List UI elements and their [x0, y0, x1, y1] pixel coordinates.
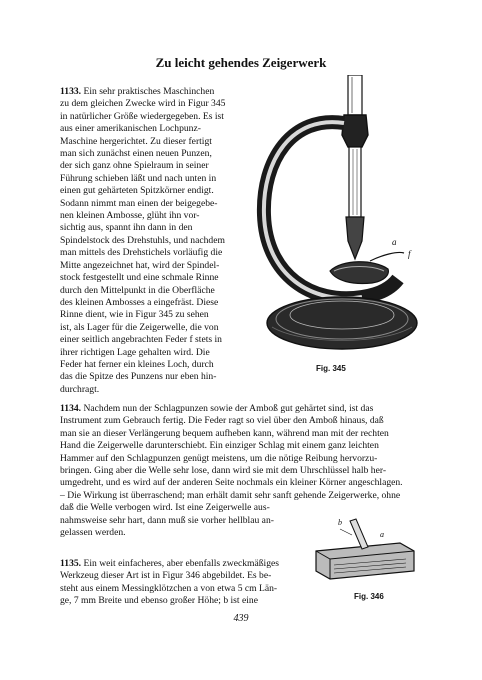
paragraph-text: steht aus einem Messingklötzchen a von etwa 5 cm Län-: [60, 582, 278, 594]
paragraph-line: [60, 111, 260, 123]
paragraph-line: [60, 148, 260, 160]
paragraph-text: nahmsweise sehr hart, dann muß sie vorher hellblau an-: [60, 514, 274, 526]
paragraph-text: durch den Mittelpunkt in die Oberfläche: [60, 284, 215, 296]
paragraph-text: Instrument zum Gebrauch fertig. Die Feder ragt so viel über den Amboß hinaus, daß: [60, 415, 384, 427]
paragraph-text: Mitte angezeichnet hat, wird der Spindel-: [60, 259, 220, 271]
paragraph-text: des kleinen Ambosses a eingefräst. Diese: [60, 296, 219, 308]
paragraph-line: [60, 371, 260, 383]
paragraph-line: [60, 440, 422, 452]
figure-345-punch-machine: [252, 75, 422, 360]
paragraph-text: gelassen werden.: [60, 527, 126, 539]
paragraph-text: aus einer amerikanischen Lochpunz-: [60, 123, 201, 135]
paragraph-line: [60, 173, 260, 185]
paragraph-text: Spindelstock des Drehstuhls, und nachdem: [60, 234, 225, 246]
paragraph-line: [60, 185, 260, 197]
paragraph-line: [60, 297, 260, 309]
paragraph-text: der sich ganz ohne Spielraum in seiner: [60, 160, 209, 172]
paragraph-line: [60, 384, 260, 396]
figure-346-caption: Fig. 346: [354, 592, 384, 601]
paragraph-1133: [60, 86, 260, 396]
paragraph-1135: [60, 558, 300, 608]
paragraph-line: [60, 198, 260, 210]
figure-label-f: f: [408, 249, 411, 259]
paragraph-line: [60, 502, 422, 514]
paragraph-line: [60, 309, 260, 321]
paragraph-text: Feder hat ferner ein kleines Loch, durch: [60, 358, 214, 370]
paragraph-text: man sie an dieser Verlängerung bequem aufheben kann, während man mit der rechten: [60, 427, 389, 439]
paragraph-text: Hand die Zeigerwelle darunterschiebt. Ein einziger Schlag mit einem ganz leichten: [60, 440, 379, 452]
paragraph-line: [60, 558, 300, 570]
page-title: Zu leicht gehendes Zeigerwerk: [155, 55, 327, 70]
figure-label-a: a: [392, 237, 397, 247]
paragraph-number: 1133.: [60, 86, 82, 97]
paragraph-line: [60, 334, 260, 346]
paragraph-line: [60, 136, 260, 148]
paragraph-line: [60, 260, 260, 272]
paragraph-line: [60, 570, 300, 582]
paragraph-text: ge, 7 mm Breite und ebenso großer Höhe; b ist eine: [60, 595, 258, 607]
paragraph-text: man mittels des Drehstichels vorläufig die: [60, 247, 223, 259]
paragraph-line: [60, 403, 422, 415]
paragraph-line: [60, 490, 422, 502]
paragraph-text: umgedreht, und es wird auf der anderen Seite nochmals ein kleiner Körner angeschlagen.: [60, 477, 403, 489]
paragraph-text: Nachdem nun der Schlagpunzen sowie der Amboß gut gehärtet sind, ist das: [83, 403, 374, 414]
base: [267, 297, 417, 349]
paragraph-line: [60, 415, 422, 427]
paragraph-line: [60, 465, 422, 477]
paragraph-line: [60, 453, 422, 465]
paragraph-number: 1134.: [60, 403, 82, 414]
paragraph-line: [60, 347, 260, 359]
paragraph-text: zu dem gleichen Zwecke wird in Figur 345: [60, 98, 226, 110]
spring-f: [370, 252, 404, 261]
paragraph-line: [60, 86, 260, 98]
paragraph-line: [60, 322, 260, 334]
page-number: 439: [233, 613, 249, 624]
paragraph-text: stock festgestellt und eine schmale Rinne: [60, 272, 219, 284]
paragraph-line: [60, 222, 260, 234]
figure-label-a: a: [380, 530, 384, 539]
paragraph-text: Ein sehr praktisches Maschinchen: [83, 86, 215, 97]
paragraph-text: bringen. Ging aber die Welle sehr lose, dann wird sie mit dem Uhrschlüssel halb her-: [60, 465, 387, 477]
figure-346-brass-block: [310, 515, 422, 585]
paragraph-text: durchragt.: [60, 383, 100, 395]
paragraph-line: [60, 477, 422, 489]
paragraph-text: das die Spitze des Punzens nur eben hin-: [60, 371, 217, 383]
paragraph-text: einer seitlich angebrachten Feder f stets in: [60, 334, 222, 346]
paragraph-text: Rinne dient, wie in Figur 345 zu sehen: [60, 309, 209, 321]
paragraph-line: [60, 247, 260, 259]
figure-label-b: b: [338, 518, 342, 527]
paragraph-text: Hammer auf den Schlagpunzen genügt meistens, um die nötige Reibung hervorzu-: [60, 452, 378, 464]
paragraph-line: [60, 210, 260, 222]
paragraph-text: Sodann nimmt man einen der beigegebe-: [60, 197, 218, 209]
paragraph-text: einen gut gehärteten Spitzkörner endigt.: [60, 185, 214, 197]
punch-b: [350, 519, 368, 549]
paragraph-line: [60, 285, 260, 297]
paragraph-number: 1135.: [60, 558, 82, 569]
paragraph-text: in natürlicher Größe wiedergegeben. Es ist: [60, 110, 224, 122]
paragraph-line: [60, 428, 422, 440]
paragraph-text: Maschine hergerichtet. Zu dieser fertigt: [60, 135, 212, 147]
paragraph-text: – Die Wirkung ist überraschend; man erhält damit sehr sanft gehende Zeigerwerke, ohne: [60, 489, 401, 501]
paragraph-text: daß die Welle verbogen wird. Ist eine Zeigerwelle aus-: [60, 502, 270, 514]
paragraph-text: sichtig aus, spannt ihn dann in den: [60, 222, 193, 234]
figure-345-caption: Fig. 345: [316, 364, 346, 373]
paragraph-line: [60, 160, 260, 172]
paragraph-text: ihrer richtigen Lage gehalten wird. Die: [60, 346, 210, 358]
paragraph-text: nen kleinen Ambosse, glüht ihn vor-: [60, 210, 200, 222]
paragraph-line: [60, 583, 300, 595]
paragraph-line: [60, 235, 260, 247]
paragraph-text: Ein weit einfacheres, aber ebenfalls zweckmäßiges: [83, 558, 279, 569]
punch-guide: [342, 115, 368, 147]
paragraph-line: [60, 595, 300, 607]
paragraph-text: man sich zunächst einen neuen Punzen,: [60, 148, 212, 160]
paragraph-line: [60, 359, 260, 371]
punch-rod: [348, 75, 362, 115]
paragraph-text: ist, als Lager für die Zeigerwelle, die von: [60, 321, 219, 333]
anvil: [330, 262, 388, 284]
paragraph-text: Werkzeug dieser Art ist in Figur 346 abgebildet. Es be-: [60, 570, 272, 582]
paragraph-line: [60, 272, 260, 284]
paragraph-line: [60, 123, 260, 135]
paragraph-line: [60, 98, 260, 110]
paragraph-text: Führung schieben läßt und nach unten in: [60, 172, 217, 184]
